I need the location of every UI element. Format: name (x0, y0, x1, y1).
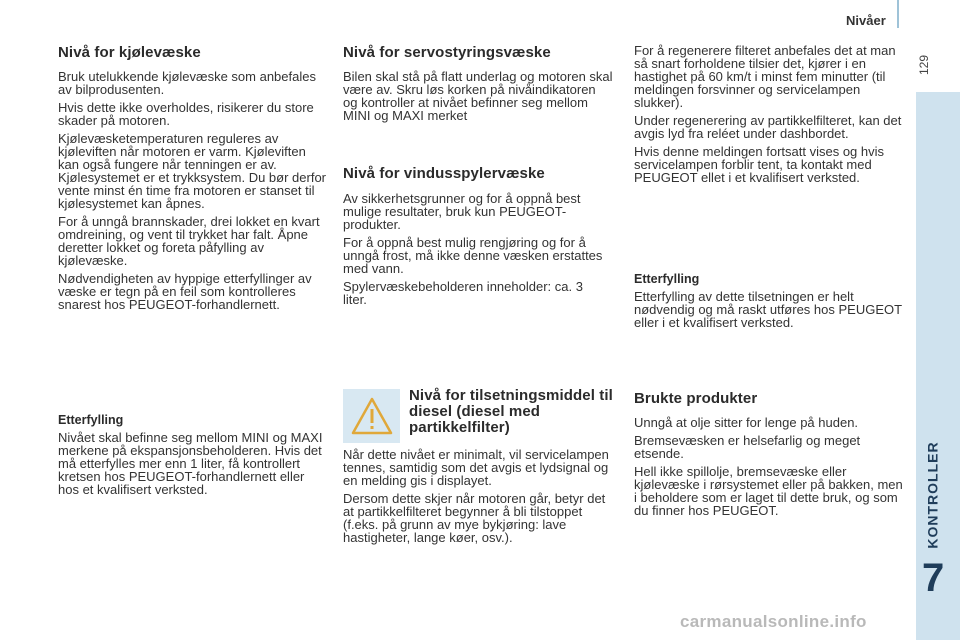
coolant-heading: Nivå for kjølevæske (58, 44, 201, 61)
coolant-paragraph: Kjølevæsketemperaturen reguleres av kjøleviften når motoren er varm. Kjøleviften kan også fungere når tenningen er av. Kjølesystemet er et trykksystem. Du bør derfor vente minst én time fra motoren er stanset til kjølesystemet kan åpnes. (58, 131, 327, 211)
power-steering-heading: Nivå for servostyringsvæske (343, 44, 551, 61)
coolant-paragraph: Nødvendigheten av hyppige etterfyllinger av væske er tegn på en feil som kontrolleres snarest hos PEUGEOT-forhandlernett. (58, 271, 312, 312)
regeneration-body (634, 44, 904, 189)
chapter-label (920, 420, 946, 570)
used-products-heading: Brukte produkter (634, 390, 758, 407)
warning-triangle-icon (351, 397, 393, 435)
diesel-paragraph: Når dette nivået er minimalt, vil servicelampen tennes, samtidig som det avgis et lydsignal og en melding gis i displayet. (343, 447, 609, 488)
coolant-paragraph: Bruk utelukkende kjølevæske som anbefales av bilprodusenten. (58, 69, 316, 97)
used-products-paragraph: Hell ikke spillolje, bremsevæske eller kjølevæske i rørsystemet eller på bakken, men i beholdere som er laget til dette bruk, og som du finner hos PEUGEOT. (634, 464, 903, 518)
chapter-number: 7 (922, 556, 945, 600)
header-divider (897, 0, 899, 28)
chapter-label-text: KONTROLLER (925, 441, 941, 549)
diesel-paragraph: Dersom dette skjer når motoren går, betyr det at partikkelfilteret begynner å bli tilstoppet (f.eks. på grunn av mye bykjøring: lave hastigheter, lange køer, osv.). (343, 491, 606, 545)
coolant-body (58, 70, 328, 316)
used-products-paragraph: Bremsevæsken er helsefarlig og meget etsende. (634, 433, 861, 461)
coolant-paragraph: Hvis dette ikke overholdes, risikerer du store skader på motoren. (58, 100, 314, 128)
washer-paragraph: For å oppnå best mulig rengjøring og for å unngå frost, må ikke denne væsken erstattes med vann. (343, 235, 603, 276)
washer-heading: Nivå for vindusspylervæske (343, 165, 545, 182)
diesel-additive-heading: Nivå for tilsetningsmiddel til diesel (diesel med partikkelfilter) (409, 387, 613, 436)
section-title: Nivåer (846, 13, 886, 28)
regeneration-paragraph: Under regenerering av partikkelfilteret, kan det avgis lyd fra reléet under dashbordet. (634, 113, 902, 141)
additive-refill-text: Etterfylling av dette tilsetningen er helt nødvendig og må raskt utføres hos PEUGEOT eller i et kvalifisert verksted. (634, 289, 902, 330)
warning-box (343, 389, 400, 443)
coolant-refill-heading: Etterfylling (58, 413, 124, 427)
regeneration-paragraph: For å regenerere filteret anbefales det at man så snart forholdene tilsier det, kjører i en hastighet på 60 km/t i minst fem minutter (til meldingen forsvinner og servicelampen slukker). (634, 43, 896, 110)
diesel-additive-body (343, 448, 613, 549)
coolant-refill-text: Nivået skal befinne seg mellom MINI og MAXI merkene på ekspansjonsbeholderen. Hvis det må etterfylles mer enn 1 liter, få kontrollert kretsen hos PEUGEOT-forhandlernett eller hos et kvalifisert verksted. (58, 430, 323, 497)
watermark: carmanualsonline.info (680, 612, 867, 631)
used-products-body (634, 416, 904, 522)
coolant-paragraph: For å unngå brannskader, drei lokket en kvart omdreining, og vent til trykket har falt. Åpne deretter lokket og foreta påfylling av kjølevæske. (58, 214, 320, 268)
power-steering-text: Bilen skal stå på flatt underlag og motoren skal være av. Skru løs korken på nivåindikatoren og kontroller at nivået befinner seg mellom MINI og MAXI merket (343, 69, 613, 123)
used-products-paragraph: Unngå at olje sitter for lenge på huden. (634, 415, 859, 430)
page-number: 129 (917, 54, 932, 76)
washer-paragraph: Spylervæskebeholderen inneholder: ca. 3 liter. (343, 279, 583, 307)
washer-body (343, 192, 608, 311)
additive-refill-heading: Etterfylling (634, 272, 700, 286)
regeneration-paragraph: Hvis denne meldingen fortsatt vises og hvis servicelampen forblir tent, ta kontakt med PEUGEOT ellet i et kvalifisert verksted. (634, 144, 885, 185)
washer-paragraph: Av sikkerhetsgrunner og for å oppnå best mulige resultater, bruk kun PEUGEOT-produkter. (343, 191, 581, 232)
